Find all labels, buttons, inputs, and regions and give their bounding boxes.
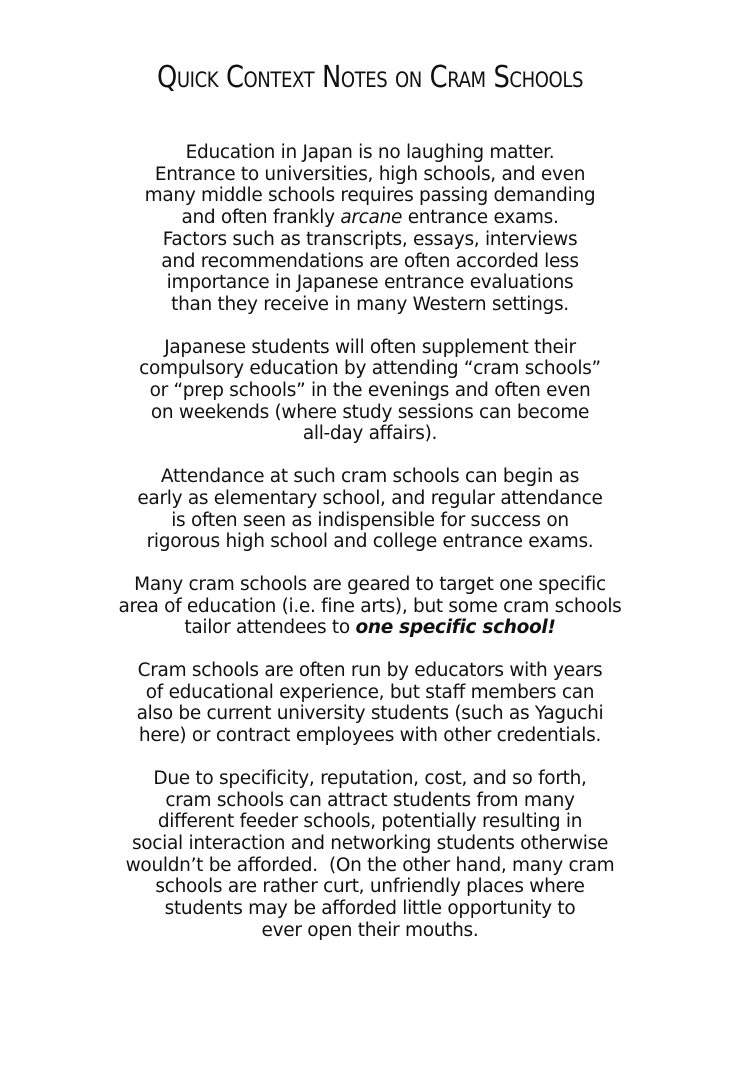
text-line xyxy=(60,703,680,725)
text-line xyxy=(60,790,680,812)
text-run: early as elementary school, and regular attendance xyxy=(137,487,603,509)
text-run: social interaction and networking students otherwise xyxy=(131,832,609,854)
text-line xyxy=(60,682,680,704)
text-run: wouldn’t be afforded. (On the other hand, many cram xyxy=(125,854,615,876)
text-line xyxy=(60,466,680,488)
text-line xyxy=(60,229,680,251)
emphasis-bold-italic: one specific school! xyxy=(355,617,556,639)
text-run: schools are rather curt, unfriendly places where xyxy=(155,876,585,898)
text-run: many middle schools requires passing demanding xyxy=(144,185,596,207)
text-line xyxy=(60,488,680,510)
text-run: tailor attendees to xyxy=(184,617,356,639)
text-run: Many cram schools are geared to target one specific xyxy=(134,573,606,595)
text-line xyxy=(60,402,680,424)
paragraph-attendance xyxy=(60,466,680,553)
text-run: entrance exams. xyxy=(402,207,559,229)
text-run: is often seen as indispensible for success on xyxy=(171,509,569,531)
text-run: and recommendations are often accorded less xyxy=(161,250,579,272)
text-line xyxy=(60,855,680,877)
paragraph-education xyxy=(60,142,680,316)
text-line xyxy=(60,207,680,229)
text-line xyxy=(60,768,680,790)
text-line xyxy=(60,660,680,682)
text-run: area of education (i.e. fine arts), but some cram schools xyxy=(118,595,622,617)
text-line xyxy=(60,510,680,532)
text-line xyxy=(60,531,680,553)
text-run: than they receive in many Western settings. xyxy=(171,293,569,315)
page-title: Quick Context Notes on Cram Schools xyxy=(157,60,583,95)
paragraph-staff xyxy=(60,660,680,747)
text-line xyxy=(60,423,680,445)
text-run: ever open their mouths. xyxy=(261,919,479,941)
text-run: importance in Japanese entrance evaluations xyxy=(166,272,574,294)
text-line xyxy=(60,833,680,855)
text-run: compulsory education by attending “cram schools” xyxy=(139,358,601,380)
text-run: students may be afforded little opportunity to xyxy=(164,898,576,920)
text-run: or “prep schools” in the evenings and often even xyxy=(149,380,591,402)
text-run: also be current university students (such as Yaguchi xyxy=(136,703,604,725)
text-line xyxy=(60,876,680,898)
text-run: Factors such as transcripts, essays, interviews xyxy=(162,228,578,250)
text-run: all-day affairs). xyxy=(302,423,438,445)
text-run: here) or contract employees with other credentials. xyxy=(138,725,602,747)
text-run: different feeder schools, potentially resulting in xyxy=(157,811,583,833)
text-run: rigorous high school and college entrance exams. xyxy=(146,531,594,553)
text-run: Education in Japan is no laughing matter. xyxy=(185,142,555,163)
paragraph-specific xyxy=(60,574,680,639)
emphasis-italic: arcane xyxy=(340,207,403,229)
text-line xyxy=(60,358,680,380)
text-line xyxy=(60,380,680,402)
paragraph-networking xyxy=(60,768,680,942)
text-line xyxy=(60,725,680,747)
text-line xyxy=(60,574,680,596)
text-line xyxy=(60,294,680,316)
text-run: and often frankly xyxy=(181,207,341,229)
text-run: of educational experience, but staff members can xyxy=(145,681,595,703)
text-line xyxy=(60,272,680,294)
text-run: on weekends (where study sessions can become xyxy=(150,401,590,423)
text-line xyxy=(60,164,680,186)
notes-body xyxy=(60,142,680,963)
text-line xyxy=(60,617,680,639)
text-line xyxy=(60,596,680,618)
text-run: cram schools can attract students from many xyxy=(165,789,575,811)
text-line xyxy=(60,142,680,164)
text-line xyxy=(60,920,680,942)
text-line xyxy=(60,251,680,273)
text-line xyxy=(60,898,680,920)
text-run: Entrance to universities, high schools, and even xyxy=(154,163,586,185)
text-run: Attendance at such cram schools can begin as xyxy=(160,466,580,488)
text-line xyxy=(60,337,680,359)
text-run: Japanese students will often supplement their xyxy=(164,336,576,358)
paragraph-supplement xyxy=(60,337,680,446)
text-run: Cram schools are often run by educators with years xyxy=(137,660,603,682)
text-line xyxy=(60,811,680,833)
text-run: Due to specificity, reputation, cost, and so forth, xyxy=(153,767,587,789)
text-line xyxy=(60,185,680,207)
